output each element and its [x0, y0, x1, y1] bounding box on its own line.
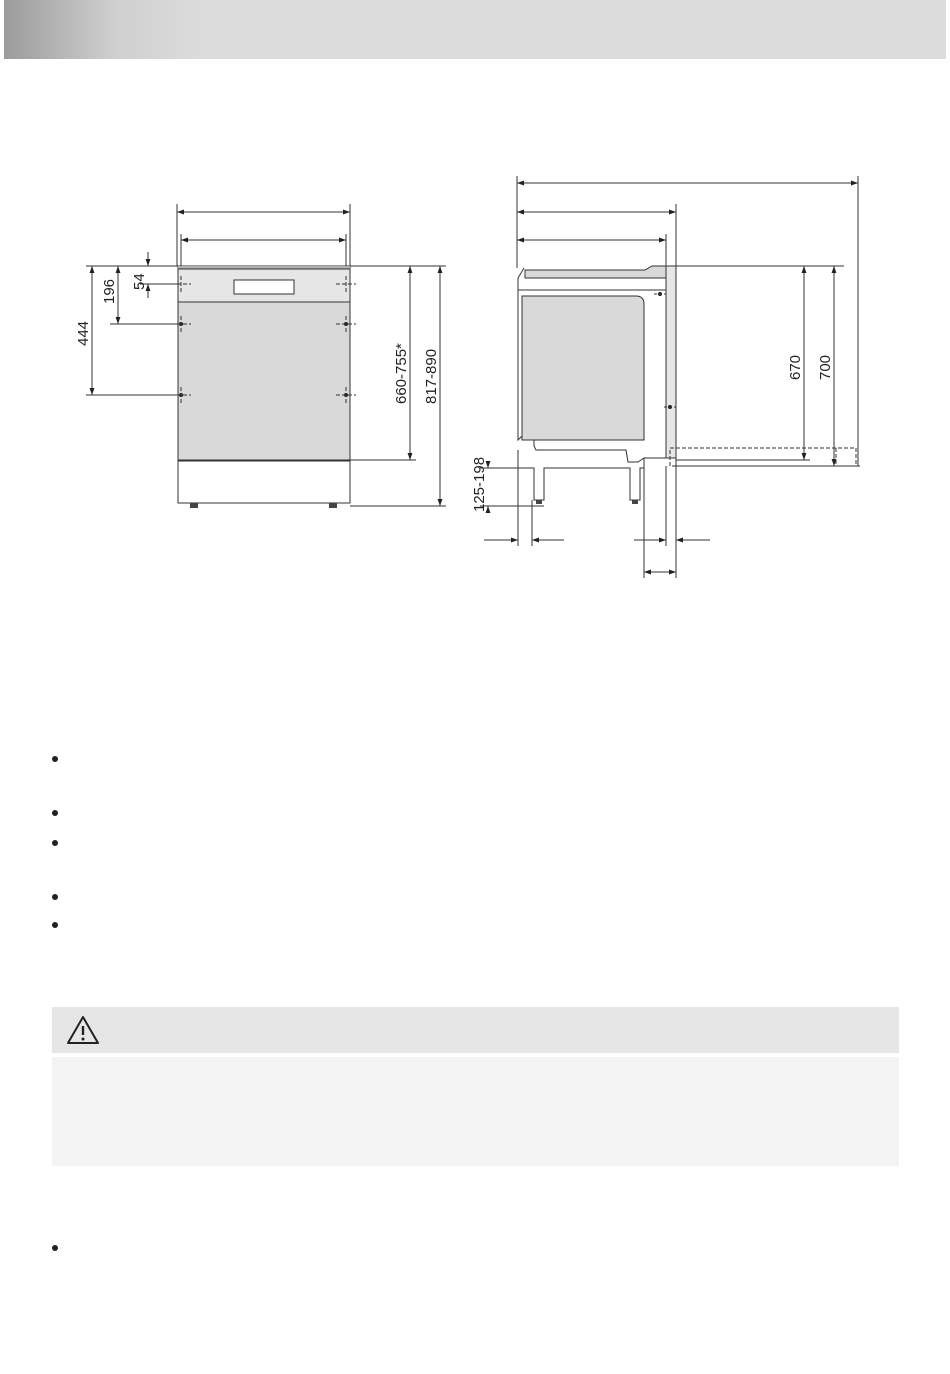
warning-header: [52, 1007, 899, 1053]
dim-196: 196: [101, 278, 118, 304]
front-view: [86, 204, 446, 508]
dim-54: 54: [131, 273, 148, 290]
dim-817-890: 817-890: [423, 348, 440, 404]
list-item-bullet: [52, 840, 58, 846]
dim-670: 670: [787, 354, 804, 380]
installation-dimensions-diagram: [0, 0, 950, 600]
dim-125-198: 125-198: [471, 456, 488, 512]
warning-body: [52, 1057, 899, 1166]
dim-444: 444: [75, 320, 92, 346]
list-item-bullet: [52, 922, 58, 928]
list-item-bullet: [52, 1245, 58, 1251]
list-item-bullet: [52, 810, 58, 816]
dim-660-755: 660-755*: [393, 343, 410, 404]
list-item-bullet: [52, 756, 58, 762]
warning-triangle-icon: [66, 1015, 100, 1045]
dim-700: 700: [817, 354, 834, 380]
list-item-bullet: [52, 894, 58, 900]
